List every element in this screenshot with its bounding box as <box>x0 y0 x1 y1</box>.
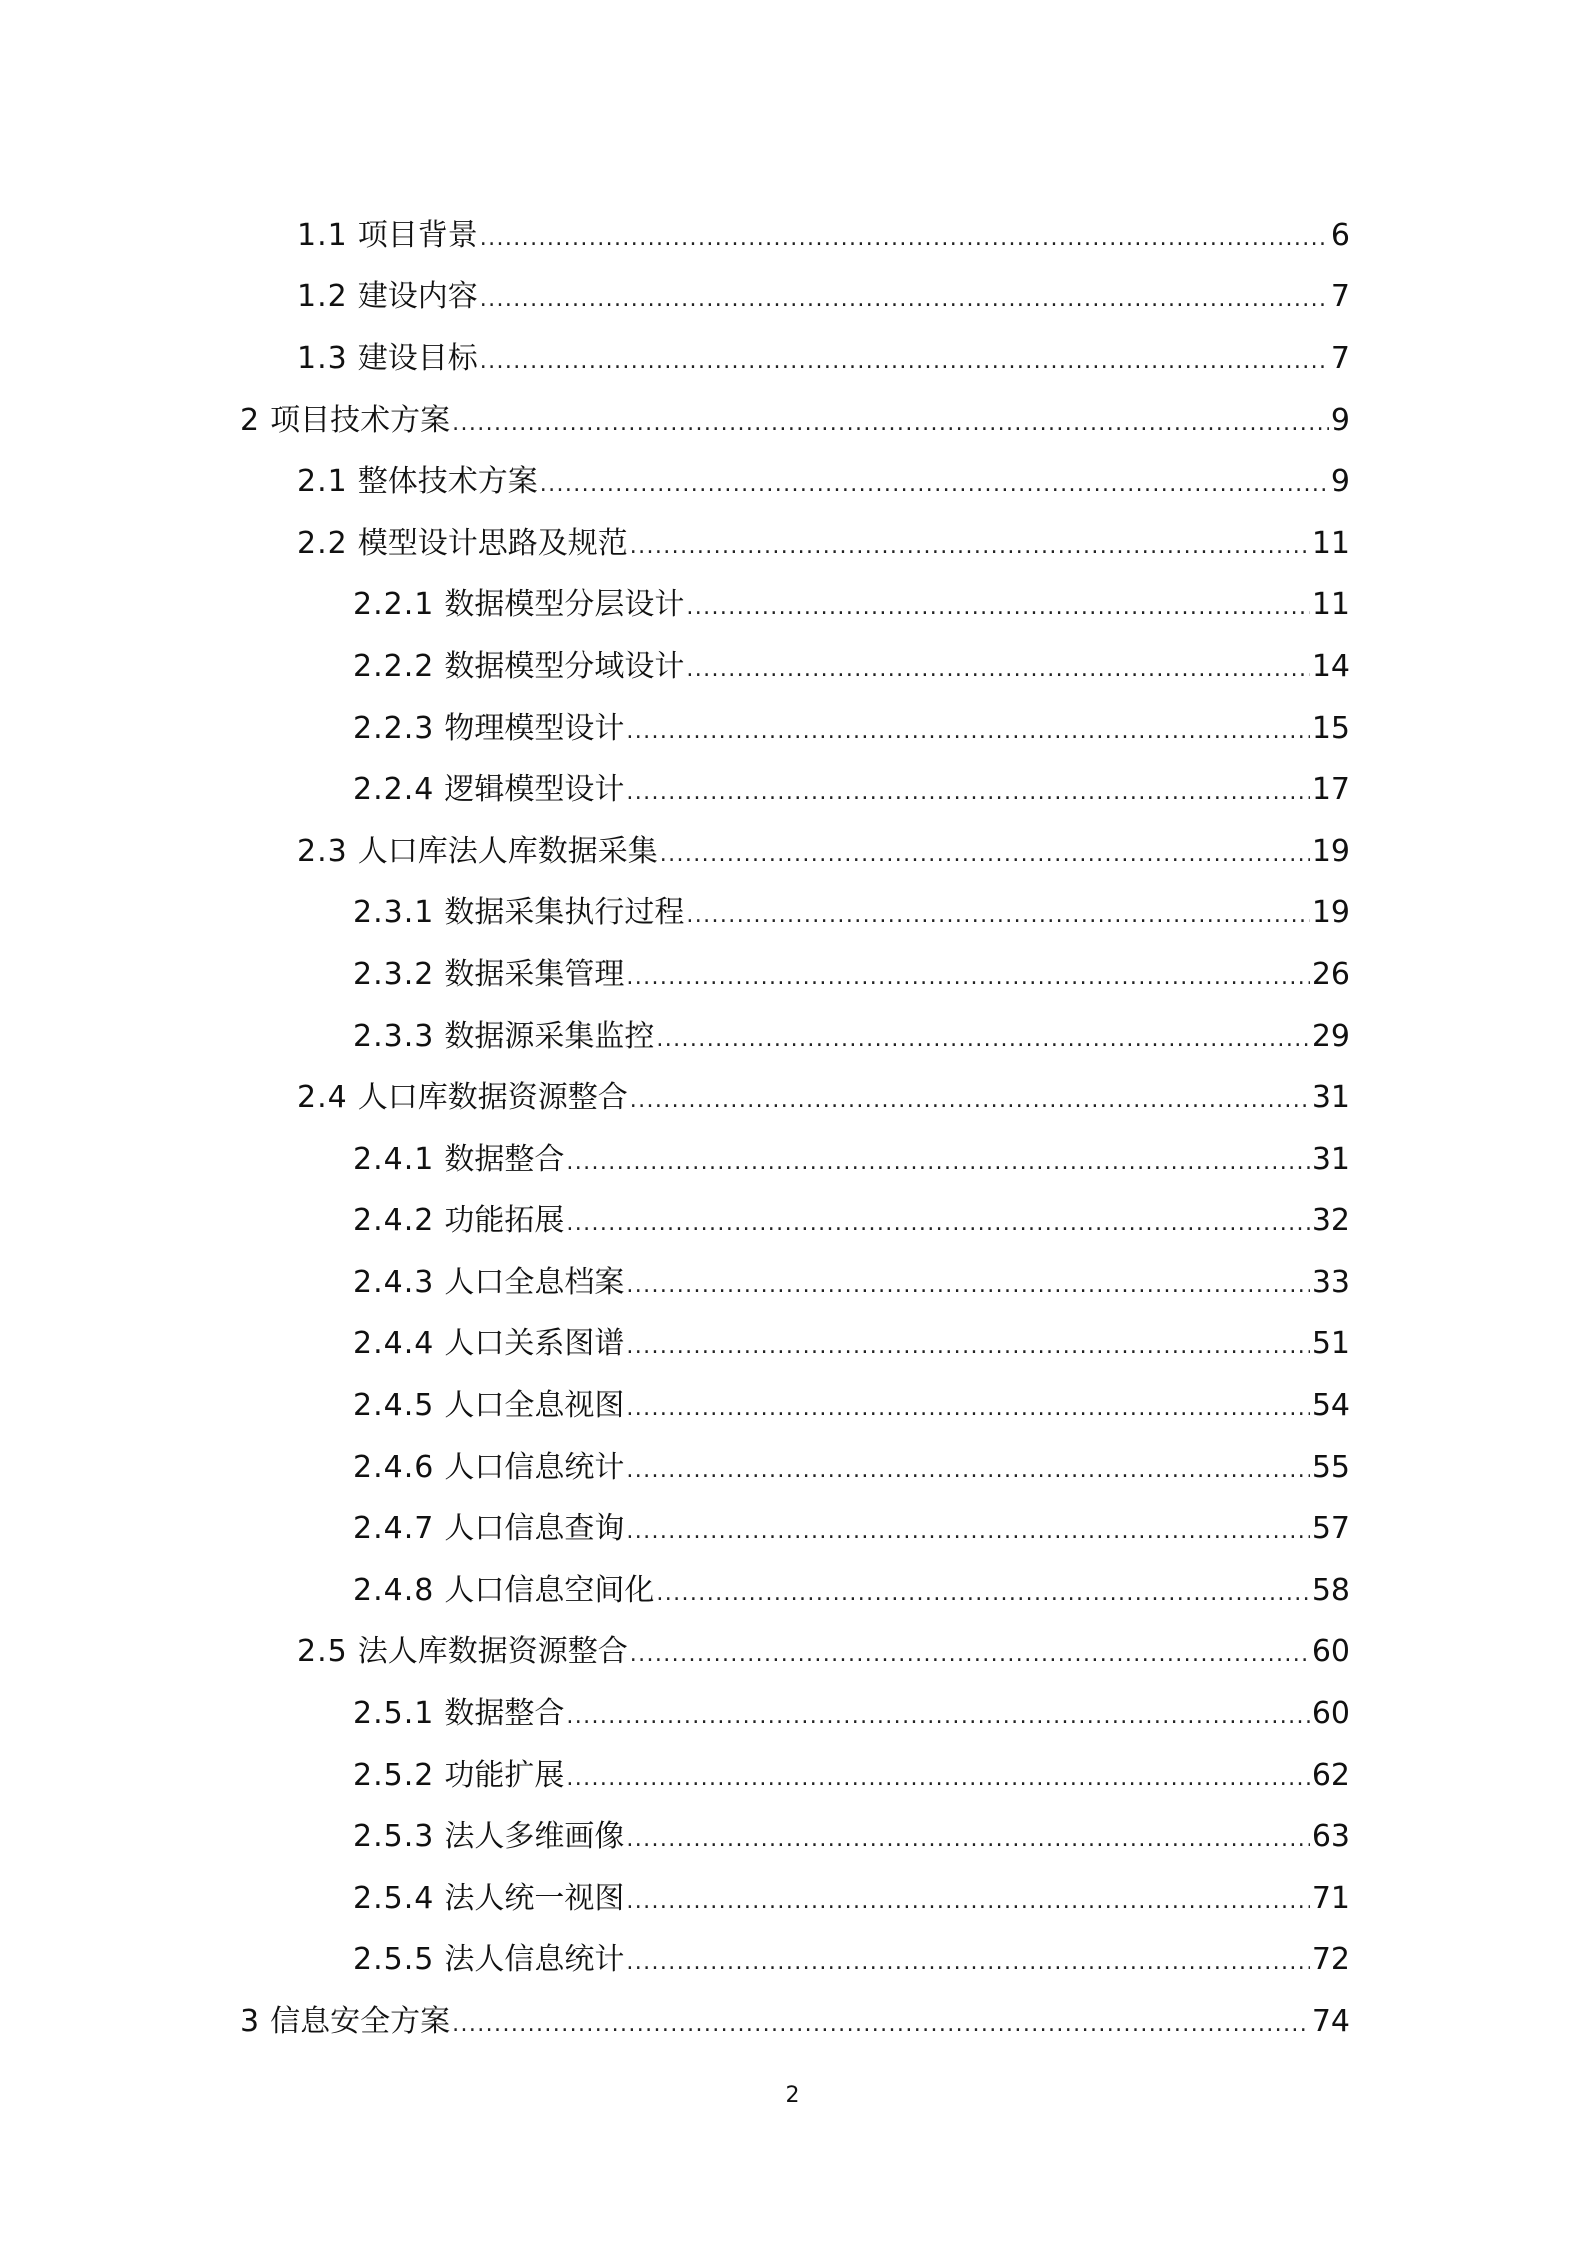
toc-dot-leader <box>626 1448 1309 1488</box>
toc-entry-page: 57 <box>1311 1511 1350 1547</box>
toc-entry-page: 26 <box>1311 956 1350 992</box>
toc-dot-leader <box>480 277 1329 317</box>
toc-entry[interactable] <box>0 390 1585 452</box>
toc-entry-page: 72 <box>1311 1942 1350 1978</box>
toc-entry[interactable] <box>0 1191 1585 1253</box>
toc-entry-title: 数据源采集监控 <box>444 1018 655 1054</box>
toc-dot-leader <box>626 1817 1309 1857</box>
toc-entry[interactable] <box>0 636 1585 698</box>
toc-entry-title: 法人统一视图 <box>444 1880 625 1916</box>
toc-entry-title: 数据整合 <box>444 1141 565 1177</box>
toc-entry-page: 29 <box>1311 1018 1350 1054</box>
toc-entry-page: 6 <box>1330 217 1350 253</box>
toc-entry[interactable] <box>0 1868 1585 1930</box>
toc-dot-leader <box>452 2002 1310 2042</box>
toc-entry-title: 整体技术方案 <box>357 464 538 500</box>
toc-entry-page: 11 <box>1311 525 1350 561</box>
toc-entry-title: 功能拓展 <box>444 1203 565 1239</box>
toc-dot-leader <box>686 585 1309 625</box>
toc-entry-title: 人口信息查询 <box>444 1511 625 1547</box>
toc-entry[interactable] <box>0 1129 1585 1191</box>
toc-entry-title: 数据整合 <box>444 1696 565 1732</box>
toc-entry-title: 人口全息档案 <box>444 1264 625 1300</box>
toc-entry[interactable] <box>0 1375 1585 1437</box>
toc-entry-number: 2.3.3 <box>353 1018 435 1054</box>
toc-entry-page: 32 <box>1311 1203 1350 1239</box>
toc-entry-page: 63 <box>1311 1819 1350 1855</box>
toc-dot-leader <box>630 1632 1310 1672</box>
toc-entry-page: 31 <box>1311 1141 1350 1177</box>
toc-dot-leader <box>566 1756 1309 1796</box>
toc-entry[interactable] <box>0 513 1585 575</box>
toc-entry-title: 数据采集执行过程 <box>444 895 685 931</box>
toc-entry-number: 2.2 <box>297 525 348 561</box>
toc-entry-page: 60 <box>1311 1634 1350 1670</box>
toc-dot-leader <box>660 832 1310 872</box>
toc-entry-title: 功能扩展 <box>444 1757 565 1793</box>
toc-entry-number: 2 <box>240 402 261 438</box>
toc-entry-title: 项目技术方案 <box>270 402 451 438</box>
toc-entry-page: 7 <box>1330 340 1350 376</box>
toc-entry-page: 15 <box>1311 710 1350 746</box>
toc-entry-number: 2.5.3 <box>353 1819 435 1855</box>
toc-entry[interactable] <box>0 1745 1585 1807</box>
toc-entry-number: 2.4.1 <box>353 1141 435 1177</box>
toc-entry-number: 2.1 <box>297 464 348 500</box>
toc-entry-number: 2.4.4 <box>353 1326 435 1362</box>
toc-entry[interactable] <box>0 1437 1585 1499</box>
toc-entry[interactable] <box>0 759 1585 821</box>
toc-dot-leader <box>626 955 1309 995</box>
toc-entry-number: 2.2.4 <box>353 772 435 808</box>
toc-entry-page: 74 <box>1311 2004 1350 2040</box>
toc-entry[interactable] <box>0 328 1585 390</box>
toc-dot-leader <box>626 770 1309 810</box>
toc-entry-number: 2.5.2 <box>353 1757 435 1793</box>
toc-entry-number: 2.4.7 <box>353 1511 435 1547</box>
toc-entry-page: 31 <box>1311 1080 1350 1116</box>
toc-entry-page: 54 <box>1311 1388 1350 1424</box>
toc-entry-page: 62 <box>1311 1757 1350 1793</box>
toc-entry-page: 60 <box>1311 1696 1350 1732</box>
toc-dot-leader <box>626 1324 1309 1364</box>
toc-entry-title: 逻辑模型设计 <box>444 772 625 808</box>
toc-entry[interactable] <box>0 1006 1585 1068</box>
toc-dot-leader <box>566 1140 1309 1180</box>
toc-entry[interactable] <box>0 1991 1585 2053</box>
toc-dot-leader <box>626 1386 1309 1426</box>
toc-entry-number: 1.2 <box>297 279 348 315</box>
toc-entry-number: 2.5 <box>297 1634 348 1670</box>
toc-entry[interactable] <box>0 1806 1585 1868</box>
toc-entry-page: 17 <box>1311 772 1350 808</box>
toc-entry[interactable] <box>0 944 1585 1006</box>
toc-entry-title: 数据模型分域设计 <box>444 648 685 684</box>
toc-entry-page: 55 <box>1311 1449 1350 1485</box>
toc-dot-leader <box>626 1263 1309 1303</box>
toc-entry-page: 51 <box>1311 1326 1350 1362</box>
toc-dot-leader <box>480 339 1329 379</box>
toc-entry-title: 建设内容 <box>357 279 478 315</box>
table-of-contents <box>0 205 1585 2053</box>
toc-dot-leader <box>626 709 1309 749</box>
toc-dot-leader <box>452 401 1329 441</box>
toc-dot-leader <box>566 1694 1309 1734</box>
toc-entry[interactable] <box>0 1498 1585 1560</box>
toc-dot-leader <box>656 1571 1309 1611</box>
toc-entry-number: 2.5.4 <box>353 1880 435 1916</box>
toc-entry-number: 2.4.3 <box>353 1264 435 1300</box>
toc-entry-title: 法人库数据资源整合 <box>357 1634 628 1670</box>
toc-entry[interactable] <box>0 451 1585 513</box>
toc-entry-title: 人口信息统计 <box>444 1449 625 1485</box>
toc-entry-title: 人口全息视图 <box>444 1388 625 1424</box>
toc-entry[interactable] <box>0 575 1585 637</box>
toc-entry-page: 14 <box>1311 648 1350 684</box>
toc-entry-page: 7 <box>1330 279 1350 315</box>
toc-entry-number: 1.3 <box>297 340 348 376</box>
toc-dot-leader <box>656 1017 1309 1057</box>
toc-entry-page: 71 <box>1311 1880 1350 1916</box>
toc-entry-number: 2.2.1 <box>353 587 435 623</box>
toc-dot-leader <box>626 1509 1309 1549</box>
toc-entry-title: 法人信息统计 <box>444 1942 625 1978</box>
toc-entry-number: 2.3.1 <box>353 895 435 931</box>
toc-entry-title: 数据采集管理 <box>444 956 625 992</box>
toc-entry-title: 建设目标 <box>357 340 478 376</box>
toc-entry-title: 法人多维画像 <box>444 1819 625 1855</box>
toc-entry-page: 11 <box>1311 587 1350 623</box>
toc-entry-title: 项目背景 <box>357 217 478 253</box>
toc-entry-page: 9 <box>1330 402 1350 438</box>
toc-entry-number: 2.2.3 <box>353 710 435 746</box>
toc-entry[interactable] <box>0 1622 1585 1684</box>
toc-dot-leader <box>626 1879 1309 1919</box>
toc-entry-number: 2.4.8 <box>353 1572 435 1608</box>
toc-entry[interactable] <box>0 267 1585 329</box>
toc-entry-number: 2.4.6 <box>353 1449 435 1485</box>
toc-entry[interactable] <box>0 821 1585 883</box>
toc-entry[interactable] <box>0 1560 1585 1622</box>
toc-entry-title: 物理模型设计 <box>444 710 625 746</box>
toc-entry-title: 人口库法人库数据采集 <box>357 833 658 869</box>
toc-entry-number: 2.3.2 <box>353 956 435 992</box>
toc-entry-title: 人口关系图谱 <box>444 1326 625 1362</box>
toc-entry-title: 人口信息空间化 <box>444 1572 655 1608</box>
toc-entry[interactable] <box>0 1314 1585 1376</box>
page-number: 2 <box>785 2083 800 2108</box>
toc-dot-leader <box>540 462 1329 502</box>
toc-entry-number: 2.4.2 <box>353 1203 435 1239</box>
toc-entry-title: 人口库数据资源整合 <box>357 1080 628 1116</box>
toc-entry-page: 33 <box>1311 1264 1350 1300</box>
toc-entry-number: 2.5.1 <box>353 1696 435 1732</box>
toc-entry[interactable] <box>0 1067 1585 1129</box>
toc-entry[interactable] <box>0 205 1585 267</box>
toc-entry-number: 2.4.5 <box>353 1388 435 1424</box>
toc-entry-page: 58 <box>1311 1572 1350 1608</box>
toc-entry-page: 9 <box>1330 464 1350 500</box>
toc-dot-leader <box>566 1201 1309 1241</box>
toc-entry-page: 19 <box>1311 833 1350 869</box>
toc-entry-title: 数据模型分层设计 <box>444 587 685 623</box>
toc-entry-number: 3 <box>240 2004 261 2040</box>
toc-entry-number: 1.1 <box>297 217 348 253</box>
toc-entry[interactable] <box>0 698 1585 760</box>
toc-entry-title: 信息安全方案 <box>270 2004 451 2040</box>
toc-entry-number: 2.3 <box>297 833 348 869</box>
toc-entry-title: 模型设计思路及规范 <box>357 525 628 561</box>
toc-dot-leader <box>480 216 1329 256</box>
toc-entry-number: 2.5.5 <box>353 1942 435 1978</box>
toc-dot-leader <box>626 1940 1309 1980</box>
toc-entry[interactable] <box>0 1683 1585 1745</box>
toc-dot-leader <box>630 524 1310 564</box>
toc-entry-page: 19 <box>1311 895 1350 931</box>
toc-dot-leader <box>686 647 1309 687</box>
toc-entry-number: 2.2.2 <box>353 648 435 684</box>
toc-entry[interactable] <box>0 1252 1585 1314</box>
toc-entry[interactable] <box>0 1930 1585 1992</box>
toc-entry-number: 2.4 <box>297 1080 348 1116</box>
toc-dot-leader <box>630 1078 1310 1118</box>
toc-entry[interactable] <box>0 883 1585 945</box>
toc-dot-leader <box>686 893 1309 933</box>
